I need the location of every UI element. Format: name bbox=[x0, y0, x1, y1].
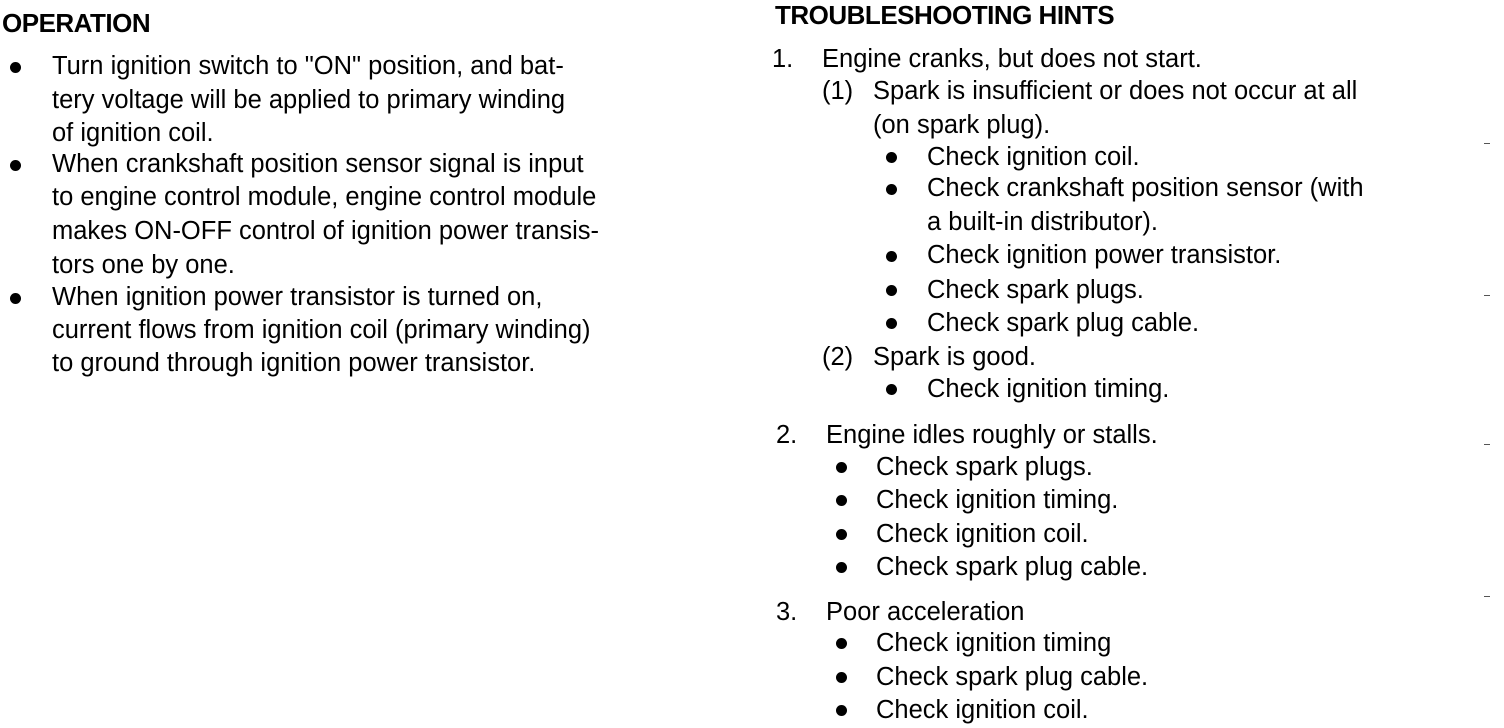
operation-bullet-2-line-3: makes ON-OFF control of ignition power transis- bbox=[52, 217, 600, 245]
bullet-dot bbox=[886, 318, 897, 329]
operation-bullet-1-line-2: tery voltage will be applied to primary winding bbox=[52, 86, 566, 114]
bullet-dot bbox=[836, 672, 847, 683]
check-item: Check ignition coil. bbox=[927, 143, 1140, 171]
operation-bullet-3-line-1: When ignition power transistor is turned on, bbox=[52, 283, 543, 311]
sub-1-line-1: Spark is insufficient or does not occur at all bbox=[873, 77, 1358, 105]
operation-bullet-2-line-4: tors one by one. bbox=[52, 251, 235, 279]
operation-bullet-2-line-1: When crankshaft position sensor signal is input bbox=[52, 150, 584, 178]
sub-1-number: (1) bbox=[822, 77, 854, 105]
item-3-number: 3. bbox=[776, 598, 798, 626]
bullet-dot bbox=[886, 251, 897, 262]
bullet-dot bbox=[10, 160, 21, 171]
check-item: Check ignition timing bbox=[876, 629, 1112, 657]
margin-mark bbox=[1484, 444, 1490, 445]
operation-bullet-3-line-3: to ground through ignition power transistor. bbox=[52, 349, 536, 377]
operation-bullet-2-line-2: to engine control module, engine control module bbox=[52, 183, 597, 211]
bullet-dot bbox=[836, 462, 847, 473]
operation-heading: OPERATION bbox=[2, 8, 151, 38]
check-item: Check ignition power transistor. bbox=[927, 241, 1282, 269]
check-item: Check spark plug cable. bbox=[876, 553, 1149, 581]
sub-2-text: Spark is good. bbox=[873, 343, 1037, 371]
item-2-number: 2. bbox=[776, 421, 798, 449]
check-item: Check spark plug cable. bbox=[876, 663, 1149, 691]
bullet-dot bbox=[836, 562, 847, 573]
check-item: Check ignition timing. bbox=[927, 375, 1170, 403]
check-item: Check spark plug cable. bbox=[927, 309, 1200, 337]
margin-mark bbox=[1484, 143, 1490, 144]
bullet-dot bbox=[836, 638, 847, 649]
check-item: Check ignition coil. bbox=[876, 520, 1089, 548]
bullet-dot bbox=[10, 62, 21, 73]
check-item: Check ignition timing. bbox=[876, 486, 1119, 514]
bullet-dot bbox=[836, 495, 847, 506]
bullet-dot bbox=[886, 152, 897, 163]
item-1-text: Engine cranks, but does not start. bbox=[822, 45, 1202, 73]
check-item: Check crankshaft position sensor (with bbox=[927, 174, 1364, 202]
check-item: Check ignition coil. bbox=[876, 696, 1089, 724]
sub-1-line-2: (on spark plug). bbox=[873, 111, 1051, 139]
bullet-dot bbox=[10, 293, 21, 304]
bullet-dot bbox=[886, 285, 897, 296]
sub-2-number: (2) bbox=[822, 343, 854, 371]
check-item: Check spark plugs. bbox=[876, 453, 1093, 481]
operation-bullet-3-line-2: current flows from ignition coil (primary winding) bbox=[52, 316, 591, 344]
item-2-text: Engine idles roughly or stalls. bbox=[826, 421, 1158, 449]
operation-bullet-1-line-3: of ignition coil. bbox=[52, 119, 214, 147]
item-1-number: 1. bbox=[772, 45, 794, 73]
bullet-dot bbox=[836, 529, 847, 540]
item-3-text: Poor acceleration bbox=[826, 598, 1025, 626]
bullet-dot bbox=[886, 184, 897, 195]
check-item-continuation: a built-in distributor). bbox=[927, 208, 1159, 236]
bullet-dot bbox=[836, 705, 847, 716]
operation-bullet-1-line-1: Turn ignition switch to "ON" position, and bat- bbox=[52, 52, 564, 80]
bullet-dot bbox=[886, 384, 897, 395]
check-item: Check spark plugs. bbox=[927, 276, 1144, 304]
margin-mark bbox=[1484, 295, 1490, 296]
margin-mark bbox=[1484, 596, 1490, 597]
troubleshooting-heading: TROUBLESHOOTING HINTS bbox=[775, 0, 1115, 30]
